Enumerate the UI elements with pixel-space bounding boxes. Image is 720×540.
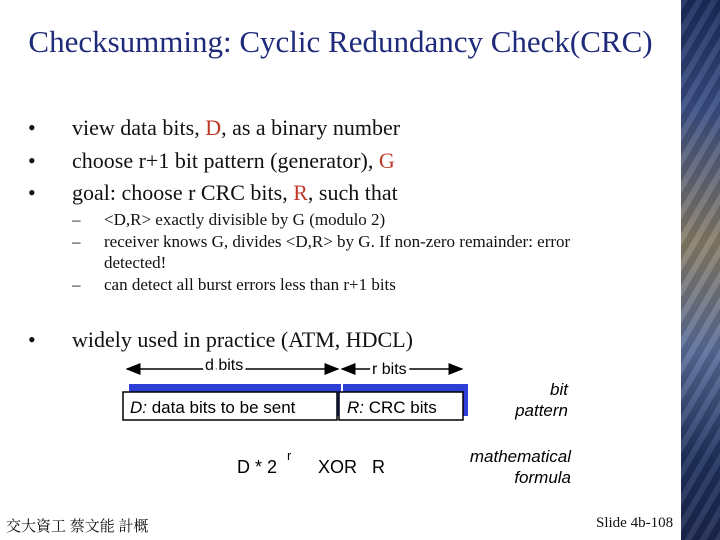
bullet-dot: • xyxy=(28,327,36,352)
bullet-item: • goal: choose r CRC bits, R, such that xyxy=(28,177,400,210)
bullet-dot: • xyxy=(28,180,36,205)
dash-marker: – xyxy=(72,231,81,251)
bit-pattern-label-1: bit xyxy=(550,380,568,399)
sub-bullet-item: – can detect all burst errors less than r+1 bits xyxy=(72,274,396,294)
bit-pattern-label-2: pattern xyxy=(515,401,568,420)
formula-base: D * 2 xyxy=(237,457,278,477)
d-bits-label: d bits xyxy=(205,357,244,374)
formula-rest: XOR R xyxy=(318,457,386,477)
bullet-item-4: • widely used in practice (ATM, HDCL) xyxy=(28,327,413,352)
math-formula-label-2: formula xyxy=(514,468,571,487)
highlight-var: R xyxy=(293,180,308,205)
formula-exponent: r xyxy=(287,448,292,463)
bullet-dot: • xyxy=(28,147,36,173)
slide-number: Slide 4b-108 xyxy=(596,515,674,531)
r-bits-label: r bits xyxy=(372,361,407,378)
sub-bullet-item: – receiver knows G, divides <D,R> by G. If non-zero remainder: error detected! xyxy=(72,231,571,272)
bullet-dot: • xyxy=(28,115,36,140)
sub-bullet-item: – <D,R> exactly divisible by G (modulo 2) xyxy=(72,210,386,229)
crc-box-label: R: CRC bits xyxy=(347,398,437,417)
math-formula-label-1: mathematical xyxy=(469,447,571,466)
slide-title: Checksumming: Cyclic Redundancy Check(CRC) xyxy=(28,24,653,59)
data-box-label: D: data bits to be sent xyxy=(130,398,296,417)
bullet-item: • view data bits, D, as a binary number xyxy=(28,112,400,145)
dash-marker: – xyxy=(72,210,81,229)
bullet-item: • choose r+1 bit pattern (generator), G xyxy=(28,145,400,178)
footer-author: 交大資工 蔡文能 計概 xyxy=(6,519,149,535)
dash-marker: – xyxy=(72,274,81,294)
highlight-var: G xyxy=(378,147,395,173)
highlight-var: D xyxy=(205,115,222,140)
